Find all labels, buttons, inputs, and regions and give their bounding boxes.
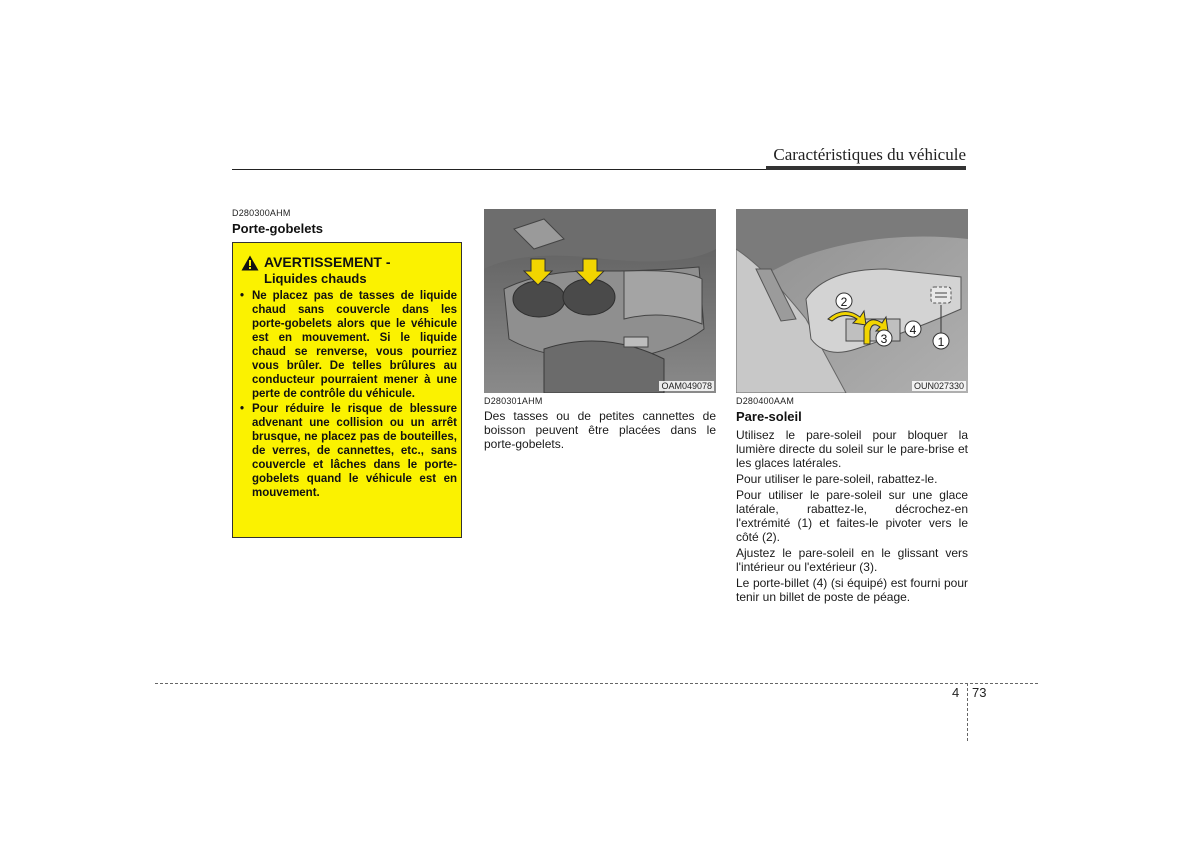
sunvisor-image (736, 209, 968, 393)
paragraph: Le porte-billet (4) (si équipé) est fourni pour tenir un billet de poste de péage. (736, 576, 968, 604)
warning-bullet: • Ne placez pas de tasses de liquide chaud sans couvercle dans les porte-gobelets alors que le véhicule est en mouvement. Si le liquide chaud se renverse, vous pourriez vous brûler. De telles brûlures au conducteur pourraient mener à une perte de contrôle du véhicule. (240, 290, 457, 400)
warning-bullet-text: Ne placez pas de tasses de liquide chaud sans couvercle dans les porte-gobelets alors que le véhicule est en mouvement. Si le liquide chaud se renverse, vous pourriez vous brûler. De telles brûlures au conducteur pourraient mener à une perte de contrôle du véhicule. (252, 290, 457, 400)
sunvisor-illustration (736, 209, 968, 393)
paragraph: Pour utiliser le pare-soleil sur une glace latérale, rabattez-le, décrochez-en l'extrémité (1) et faites-le pivoter vers le côté (2). (736, 488, 968, 544)
warning-box (232, 242, 462, 538)
warning-bullet-text: Pour réduire le risque de blessure advenant une collision ou un arrêt brusque, ne placez pas de bouteilles, de verres, de cannettes, etc., sans couvercle et lâches dans le porte-gobelets quand le véhicule est en mouvement. (252, 403, 457, 499)
footer-divider (967, 683, 968, 741)
callout-2 (836, 293, 852, 309)
image-code: OUN027330 (913, 381, 964, 391)
paragraph: Ajustez le pare-soleil en le glissant vers l'intérieur ou l'extérieur (3). (736, 546, 968, 574)
header-accent-bar (766, 166, 966, 170)
paragraph: Pour utiliser le pare-soleil, rabattez-le. (736, 472, 938, 486)
section-code: D280400AAM (736, 396, 795, 406)
warning-title: AVERTISSEMENT - (264, 254, 391, 270)
section-heading: Porte-gobelets (232, 221, 324, 236)
section-code: D280300AHM (232, 208, 291, 218)
warning-list (239, 289, 457, 501)
warning-bullet: • Pour réduire le risque de blessure advenant une collision ou un arrêt brusque, ne placez pas de bouteilles, de verres, de cannettes, etc., sans couvercle et lâches dans le porte-gobelets quand le véhicule est en mouvement. (240, 403, 457, 499)
callout-label: 3 (880, 332, 888, 346)
callout-label: 2 (840, 295, 848, 309)
callout-3 (876, 330, 892, 346)
section-heading: Pare-soleil (736, 409, 802, 424)
cupholder-description: Des tasses ou de petites cannettes de boisson peuvent être placées dans le porte-gobelets. (484, 409, 716, 451)
paragraph: Utilisez le pare-soleil pour bloquer la lumière directe du soleil sur le pare-brise et les glaces latérales. (736, 428, 968, 470)
sunvisor-description (736, 428, 968, 606)
image-code: OAM049078 (661, 381, 712, 391)
paragraph-code: D280301AHM (484, 396, 543, 406)
chapter-title: Caractéristiques du véhicule (773, 145, 966, 164)
callout-4 (905, 321, 921, 337)
cupholder-illustration (484, 209, 716, 393)
warning-triangle-icon (241, 255, 259, 271)
chapter-number: 4 (952, 685, 960, 700)
warning-subtitle: Liquides chauds (264, 271, 367, 286)
footer-rule (155, 683, 1038, 684)
callout-label: 4 (909, 323, 917, 337)
page-number: 73 (972, 685, 987, 700)
cupholder-image (484, 209, 716, 393)
callout-label: 1 (937, 335, 945, 349)
